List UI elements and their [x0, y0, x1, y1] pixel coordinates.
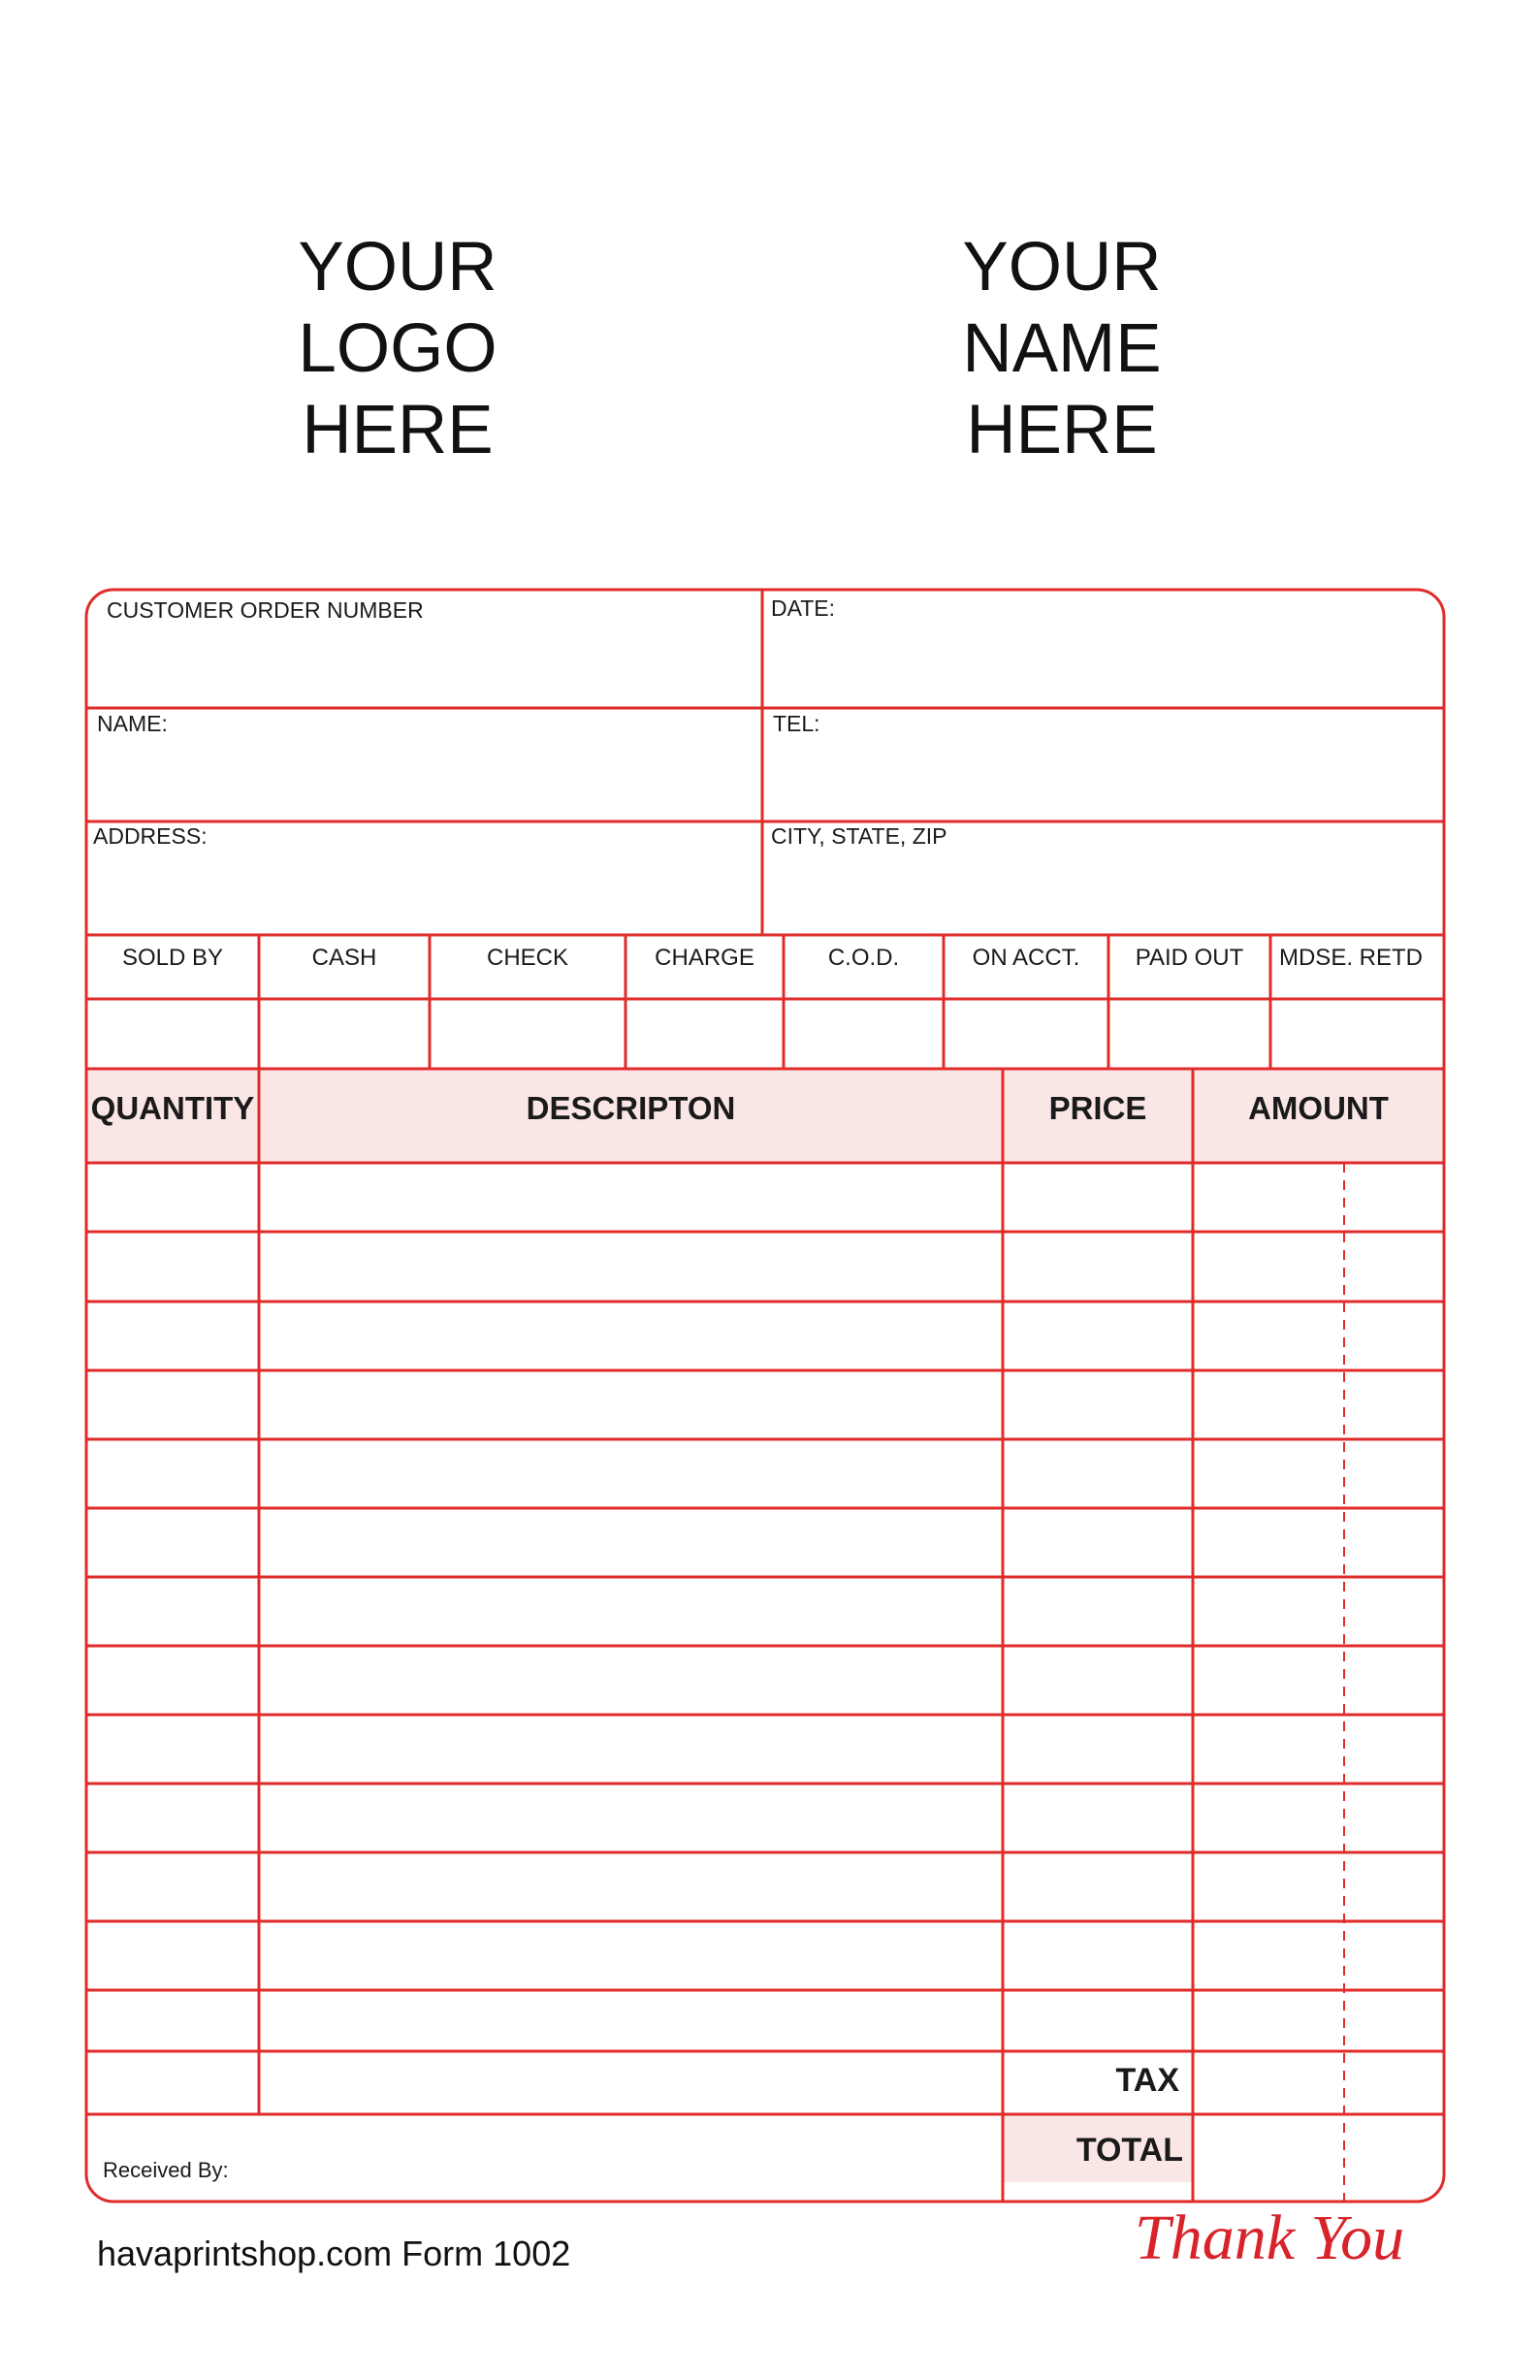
tel-label: TEL:	[773, 711, 820, 736]
amount-header: AMOUNT	[1248, 1090, 1389, 1126]
logo-line-3: HERE	[302, 392, 494, 468]
on-account-label: ON ACCT.	[972, 945, 1080, 971]
thank-you-text: Thank You	[1135, 2203, 1405, 2273]
address-label: ADDRESS:	[93, 823, 208, 849]
name-line-1: YOUR	[962, 229, 1162, 306]
logo-line-2: LOGO	[298, 310, 497, 387]
sold-by-label: SOLD BY	[121, 945, 224, 971]
form-border	[86, 590, 1444, 2202]
quantity-header: QUANTITY	[90, 1090, 255, 1126]
price-header: PRICE	[1048, 1090, 1147, 1126]
received-by-label: Received By:	[103, 2158, 229, 2182]
customer-order-number-label: CUSTOMER ORDER NUMBER	[107, 597, 424, 623]
cash-label: CASH	[311, 945, 377, 971]
city-state-zip-label: CITY, STATE, ZIP	[771, 823, 947, 849]
cod-label: C.O.D.	[827, 945, 900, 971]
logo-line-1: YOUR	[298, 229, 497, 306]
name-line-3: HERE	[966, 392, 1158, 468]
charge-label: CHARGE	[655, 945, 754, 971]
total-label: TOTAL	[1075, 2132, 1183, 2169]
description-header: DESCRIPTON	[526, 1090, 736, 1126]
check-label: CHECK	[486, 945, 568, 971]
form-id-footer: havaprintshop.com Form 1002	[97, 2234, 571, 2273]
name-line-2: NAME	[962, 310, 1162, 387]
name-label: NAME:	[97, 711, 168, 736]
merchandise-returned-label: MDSE. RETD	[1278, 945, 1423, 971]
tax-label: TAX	[1115, 2062, 1179, 2099]
date-label: DATE:	[771, 595, 836, 621]
paid-out-label: PAID OUT	[1135, 945, 1244, 971]
